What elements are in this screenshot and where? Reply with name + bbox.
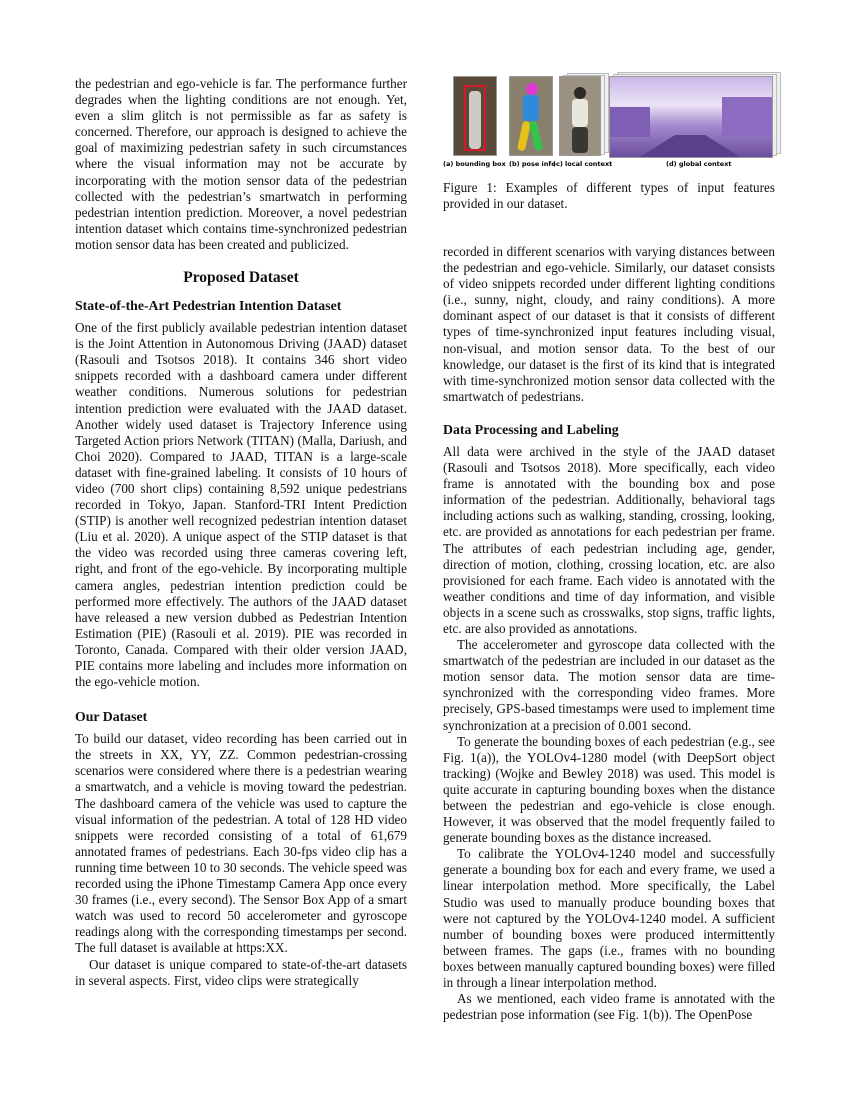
processing-paragraph-1: All data were archived in the style of the JAAD dataset (Rasouli and Tsotsos 2018). More specifically, each video frame is annotated with the bounding box and pose information of the pedestrian. Additionally, behavioral tags including actions such as walking, standing, crossing, looking, etc. are provided as annotations for each pedestrian per frame. The attributes of each pedestrian including age, gender, direction of motion, clothing, crossing location, etc. are also provisioned for each frame. Each video is annotated with the weather conditions and time of day information, and visible objects in a scene such as crosswalks, stop signs, traffic lights, etc. are also provided as annotations. (443, 443, 775, 636)
subcaption-d: (d) global context (666, 160, 732, 168)
right-column (443, 76, 775, 1023)
sota-paragraph: One of the first publicly available pedestrian intention dataset is the Joint Attention in Autonomous Driving (JAAD) dataset (Rasouli and Tsotsos 2018). It contains 346 short video snippets recorded with a dashboard camera under different weather conditions. Numerous solutions for pedestrian intention prediction were evaluated with the JAAD dataset. Another widely used dataset is Trajectory Inference using Targeted Action priors Network (TITAN) (Malla, Dariush, and Choi 2020). Compared to JAAD, TITAN is a large-scale dataset with fine-grained labeling. It consists of 10 hours of video (700 short clips) containing 8,592 unique pedestrians recorded in Tokyo, Japan. Stanford-TRI Intent Prediction (STIP) is another well recognized pedestrian intention dataset (Liu et al. 2020). A unique aspect of the STIP dataset is that the video was recorded using three cameras covering left, right, and front of the ego-vehicle. By incorporating multiple camera angles, pedestrian intention prediction could be performed more effectively. The authors of the JAAD dataset have released a new version dubbed as Pedestrian Intention Estimation (PIE) (Rasouli et al. 2019). PIE was recorded in Toronto, Canada. Compared with their older version JAAD, PIE contains more labeling and includes more information on the ego-vehicle motion. (75, 320, 407, 690)
pose-info-image (509, 76, 553, 156)
figure-1 (443, 76, 775, 238)
subsection-title-our-dataset: Our Dataset (75, 709, 148, 725)
figure-caption: Figure 1: Examples of different types of input features provided in our dataset. (443, 180, 775, 212)
local-context-image (559, 76, 601, 156)
subcaption-a: (a) bounding box (443, 160, 506, 168)
subsection-title-sota: State-of-the-Art Pedestrian Intention Dataset (75, 298, 342, 314)
intro-paragraph: the pedestrian and ego-vehicle is far. The performance further degrades when the lighting conditions are not enough. Yet, even a slim glitch is not permissible as far as safety is concerned. Therefore, our approach is designed to achieve the goal of maximizing pedestrian safety in such circumstances where the visual information may not be accurate by incorporating with the motion sensor data of the pedestrian collected with the pedestrian’s smartwatch in performing pedestrian intention prediction. Moreover, a novel pedestrian intention dataset which contains time-synchronized pedestrian motion sensor data has been created and publicized. (75, 76, 407, 252)
section-title: Proposed Dataset (183, 269, 299, 287)
processing-paragraph-5: As we mentioned, each video frame is annotated with the pedestrian pose information (see Fig. 1(b)). The OpenPose (443, 991, 775, 1023)
processing-paragraph-4: To calibrate the YOLOv4-1240 model and successfully generate a bounding box for each and every frame, we used a linear interpolation method. More specifically, the Label Studio was used to manually produce bounding boxes that were not captured by the YOLOv4-1240 model. A sufficient number of bounding boxes were produced intermittently between frames. The gaps (i.e., frames with no bounding boxes between manually captured bounding boxes) were filled in through a linear interpolation method. (443, 846, 775, 991)
continued-paragraph: recorded in different scenarios with varying distances between the pedestrian and ego-vehicle. Similarly, our dataset consists of video snippets recorded under different lighting conditions (i.e., sunny, night, cloudy, and rainy conditions). A more dominant aspect of our dataset is that it consists of different types of time-synchronized input features including visual, non-visual, and motion sensor data. To the best of our knowledge, our dataset is the first of its kind that is integrated with time-synchronized motion sensor data collected with the smartwatch of pedestrians. (443, 244, 775, 404)
our-dataset-paragraph-1: To build our dataset, video recording has been carried out in the streets in XX, YY, ZZ. Common pedestrian-crossing scenarios were considered where there is a pedestrian wearing a smartwatch, and a vehicle is moving toward the pedestrian. The dashboard camera of the vehicle was used to capture the visual information of the pedestrian. A total of 128 HD video snippets were recorded consisting of a total of 61,679 annotated frames of pedestrians. Each 30-fps video clip has a running time between 10 to 30 seconds. The vehicle speed was recorded using the iPhone Timestamp Camera App once every 30 frames (i.e., every second). The Sensor Box App of a smart watch was used to record 50 accelerometer and gyroscope readings along with the corresponding timestamps per second. The full dataset is available at https:XX. (75, 731, 407, 956)
bounding-box-image (453, 76, 497, 156)
subcaption-b: (b) pose info (509, 160, 556, 168)
processing-paragraph-2: The accelerometer and gyroscope data collected with the smartwatch of the pedestrian are included in our dataset as the motion sensor data. The motion sensor data are time-synchronized with the corresponding video frames. More precisely, GPS-based timestamps were used to implement time synchronization at a precision of 0.001 second. (443, 637, 775, 733)
subcaption-c: (c) local context (553, 160, 613, 168)
processing-paragraph-3: To generate the bounding boxes of each pedestrian (e.g., see Fig. 1(a)), the YOLOv4-1280 model (with DeepSort object tracking) (Wojke and Bewley 2018) was used. This model is quite accurate in capturing bounding boxes when the distance between the pedestrian and ego-vehicle is close enough. However, it was observed that the model frequently failed to generate bounding boxes as the distance increased. (443, 733, 775, 846)
our-dataset-paragraph-2: Our dataset is unique compared to state-of-the-art datasets in several aspects. First, video clips were strategically (75, 956, 407, 988)
global-context-image (609, 76, 773, 158)
left-column (75, 76, 407, 989)
subsection-title-processing: Data Processing and Labeling (443, 421, 619, 437)
